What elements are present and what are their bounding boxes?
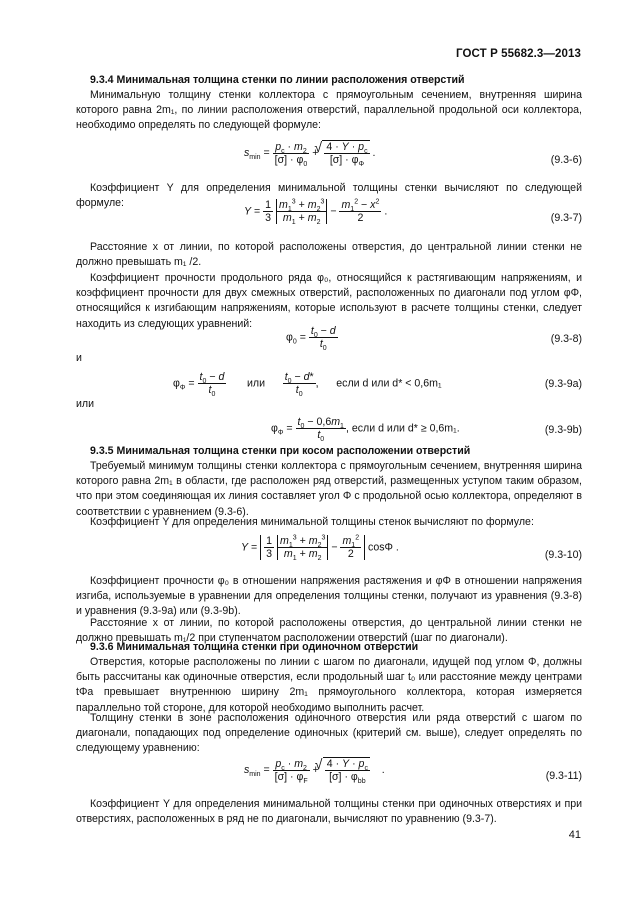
section-9-3-6-title: 9.3.6 Минимальная толщина стенки при одиночном отверстии <box>90 641 419 653</box>
formula-9-3-8: $\varphi_0$ = $\frac{t_0 - d}{t_0}$ <box>286 325 336 353</box>
word-or: или <box>76 398 95 410</box>
equation-number-9-3-8: (9.3-8) <box>550 333 582 345</box>
equation-number-9-3-11: (9.3-11) <box>545 770 582 782</box>
section-9-3-4-title: 9.3.4 Минимальная толщина стенки по линии расположения отверстий <box>90 74 465 86</box>
formula-9-3-7: Y = $\frac{1}{3}$ $\frac{m_1^3 + m_2^3}{m_1 + m_2}$ − $\frac{m_1^2 - x^2}{2}$ . <box>244 198 388 227</box>
section-9-3-4-paragraph-3: Расстояние x от линии, по которой расположены отверстия, до центральной линии стенки не должно превышать m₁ /2. <box>76 241 582 269</box>
or-word-a: или <box>247 377 266 390</box>
section-9-3-5-paragraph-1: Требуемый минимум толщины стенки коллектора с прямоугольным сечением, внутренняя ширина которого равна 2m₁ в области, где расположен ряд отверстий, размещенных уступом таким образом, что при этом соединяющая их линия составляет угол Φ с продольной осью коллектора, определяют в соответствии с уравнением (9.3-6). <box>76 460 582 518</box>
standard-header: ГОСТ Р 55682.3—2013 <box>456 48 581 60</box>
condition-a: если d или d* < 0,6m₁ <box>336 377 442 390</box>
section-9-3-4-paragraph-1: Минимальную толщину стенки коллектора с прямоугольным сечением, внутренняя ширина которого равна 2m₁, по линии расположения отверстий, параллельной продольной оси коллектора, необходимо определять по следующей формуле: <box>76 89 582 132</box>
cos-phi: cosΦ . <box>368 541 399 554</box>
formula-9-3-9a: $\varphi_\Phi$ = $\frac{t_0 - d}{t_0}$ или $\frac{t_0 - d*}{t_0}$ , если d или d* < 0,6m₁ <box>173 371 442 399</box>
equation-number-9-3-6: (9.3-6) <box>550 154 582 166</box>
section-9-3-4-paragraph-4: Коэффициент прочности продольного ряда φ₀, относящийся к растягивающим напряжениям, и коэффициент прочности для двух смежных отверстий, расположенных по диагонали под углом φΦ, относящийся к изгибающим напряжениям, которые используют в расчете толщины стенки, следует находить из следующих уравнений: <box>76 272 582 330</box>
section-9-3-5-paragraph-4: Расстояние x от линии, по которой расположены отверстия, до центральной линии стенки не должно превышать m₁/2 при ступенчатом расположении отверстий (шаг по диагонали). <box>76 617 582 645</box>
equation-number-9-3-10: (9.3-10) <box>544 549 582 561</box>
word-and: и <box>76 352 82 364</box>
equation-number-9-3-9b: (9.3-9b) <box>544 424 582 436</box>
condition-b: если d или d* ≥ 0,6m₁. <box>351 422 460 435</box>
section-9-3-6-paragraph-1: Отверстия, которые расположены по линии с шагом по диагонали, идущей под углом Φ, должны быть рассчитаны как одиночные отверстия, если продольный шаг t₀ или расстояние между центрами tΦа превышает внутреннюю ширину 2m₁ прямоугольного коллектора, которая измеряется параллельно той стороне, для которой необходимо выполнить расчет. <box>76 656 582 714</box>
section-9-3-5-title: 9.3.5 Минимальная толщина стенки при косом расположении отверстий <box>90 445 471 457</box>
equation-number-9-3-7: (9.3-7) <box>550 212 582 224</box>
section-9-3-6-paragraph-2: Толщину стенки в зоне расположения одиночного отверстия или ряда отверстий с шагом по диагонали, попадающих под определение одиночных (критерий см. выше), следует определять по следующему уравнению: <box>76 712 582 755</box>
section-9-3-6-paragraph-3: Коэффициент Y для определения минимальной толщины стенки при одиночных отверстиях и при отверстиях, расположенных в ряд не по диагонали, вычисляют по уравнению (9.3-7). <box>76 798 582 826</box>
formula-9-3-10: Y = $\frac{1}{3}$ $\frac{m_1^3 + m_2^3}{m_1 + m_2}$ − $\frac{m_1^2}{2}$ cosΦ . <box>241 534 399 563</box>
formula-9-3-11: $s_{min}$ = $\frac{p_c \cdot m_2}{[\sigma] \cdot \varphi_F}$ + √ $4 \cdot Y \cdot p_c$ $[\sigma] \cdot \varphi_{bb}$ . <box>244 757 385 783</box>
formula-9-3-6: $s_{min}$ = $\frac{p_c \cdot m_2}{[\sigma] \cdot \varphi_0}$ + √ $\frac{4 \cdot Y \cdot p_c}{[\sigma] \cdot \varphi_\Phi}$ . <box>244 140 375 166</box>
page-number: 41 <box>568 829 581 841</box>
formula-9-3-9b: $\varphi_\Phi$ = $\frac{t_0 - 0,6m_1}{t_0}$ , если d или d* ≥ 0,6m₁. <box>271 416 460 444</box>
equation-number-9-3-9a: (9.3-9а) <box>544 378 582 390</box>
section-9-3-5-paragraph-3: Коэффициент прочности φ₀ в отношении напряжения растяжения и φΦ в отношении напряжения изгиба, используемые в уравнении для определения толщины стенки, получают из уравнения (9.3-8) и уравнения (9.3-9а) или (9.3-9b). <box>76 575 582 618</box>
section-9-3-4-paragraph-2: Коэффициент Y для определения минимальной толщины стенки вычисляют по следующей формуле: <box>76 182 582 210</box>
section-9-3-5-paragraph-2: Коэффициент Y для определения минимальной толщины стенок вычисляют по формуле: <box>90 516 534 528</box>
